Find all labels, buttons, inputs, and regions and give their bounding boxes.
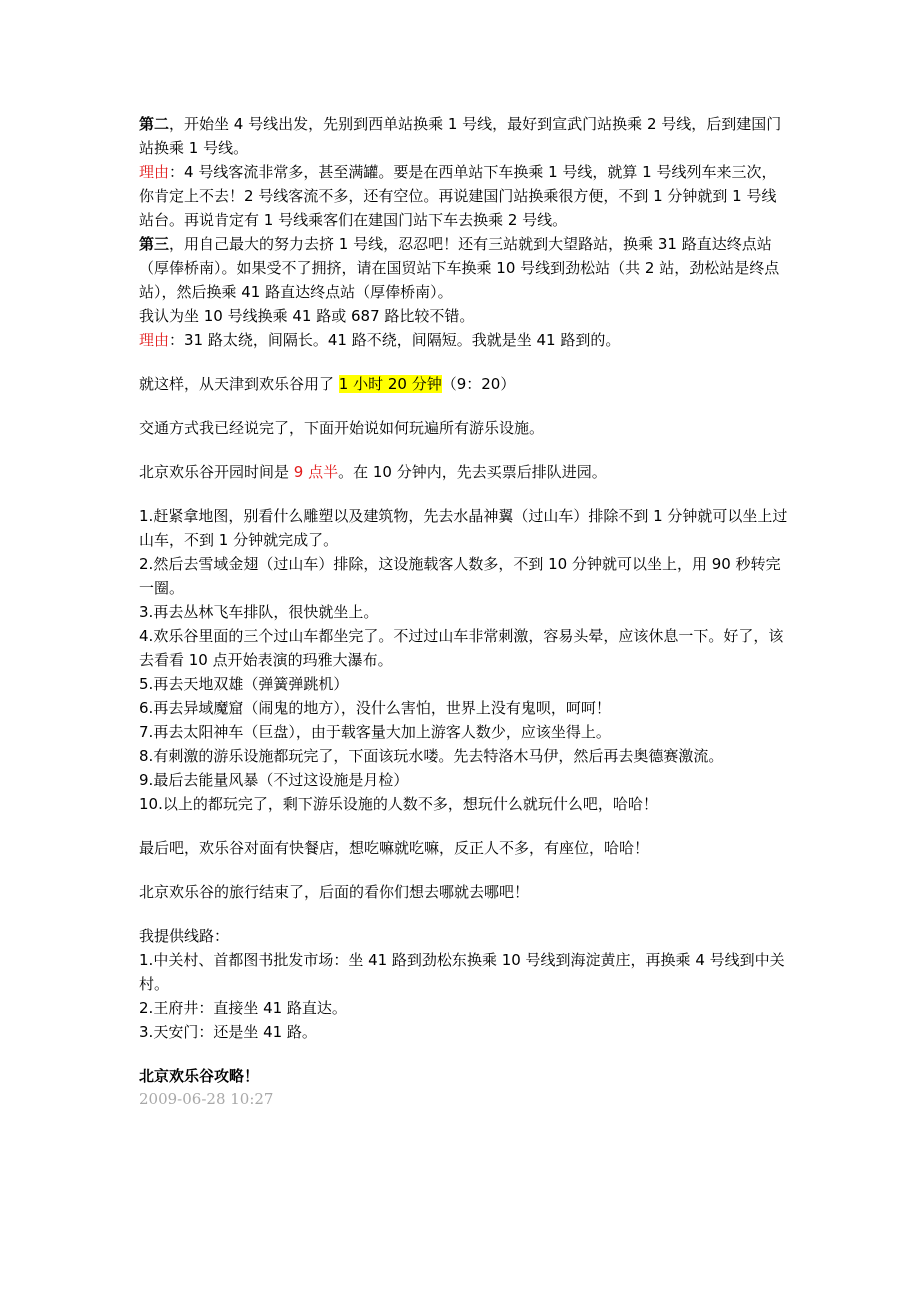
- list-item: [139, 624, 789, 672]
- item-text: 中关村、首都图书批发市场：坐 41 路到劲松东换乘 10 号线到海淀黄庄，再换乘 4 号线到中关村。: [139, 951, 785, 993]
- section-second: [139, 112, 789, 160]
- section-text: ，用自己最大的努力去挤 1 号线，忍忍吧！还有三站就到大望路站，换乘 31 路直达终点站（厚俸桥南）。如果受不了拥挤，请在国贸站下车换乘 10 号线到劲松站（共 2 站，劲松站是终点站），然后换乘 41 路直达终点站（厚俸桥南）。: [139, 235, 780, 301]
- item-text: 有刺激的游乐设施都玩完了，下面该玩水喽。先去特洛木马伊，然后再去奥德赛激流。: [153, 747, 724, 765]
- post-date: 2009-06-28 10:27: [139, 1090, 274, 1108]
- list-item: [139, 996, 789, 1020]
- summary-after: （9：20）: [441, 375, 516, 393]
- item-number: 9.: [139, 771, 154, 789]
- post-title: 北京欢乐谷攻略！: [139, 1067, 260, 1085]
- section-lead: 第三: [139, 235, 170, 253]
- routes-heading: 我提供线路：: [139, 927, 230, 945]
- section-lead: 第二: [139, 115, 170, 133]
- item-text: 再去天地双雄（弹簧弹跳机）: [153, 675, 349, 693]
- item-number: 4.: [139, 627, 154, 645]
- list-item: [139, 504, 789, 552]
- list-item: [139, 696, 789, 720]
- section-text: ，开始坐 4 号线出发，先别到西单站换乘 1 号线，最好到宣武门站换乘 2 号线，后到建国门站换乘 1 号线。: [139, 115, 782, 157]
- highlighted-duration: 1 小时 20 分钟: [338, 375, 442, 393]
- steps-list: [139, 504, 789, 816]
- reason-label: 理由: [139, 163, 170, 181]
- item-text: 再去异域魔窟（闹鬼的地方），没什么害怕，世界上没有鬼呗，呵呵！: [153, 699, 611, 717]
- item-number: 6.: [139, 699, 154, 717]
- transition-paragraph: 交通方式我已经说完了，下面开始说如何玩遍所有游乐设施。: [139, 419, 545, 437]
- list-item: [139, 1020, 789, 1044]
- opinion-paragraph: 我认为坐 10 号线换乘 41 路或 687 路比较不错。: [139, 307, 475, 325]
- item-number: 2.: [139, 555, 154, 573]
- list-item: [139, 600, 789, 624]
- ending-paragraph: 北京欢乐谷的旅行结束了，后面的看你们想去哪就去哪吧！: [139, 883, 530, 901]
- item-number: 5.: [139, 675, 154, 693]
- opening-time: 9 点半: [293, 463, 339, 481]
- routes-section: [139, 924, 789, 1044]
- item-text: 然后去雪域金翅（过山车）排除，这设施载客人数多，不到 10 分钟就可以坐上，用 90 秒转完一圈。: [139, 555, 781, 597]
- article-body: [139, 112, 789, 1110]
- summary-before: 就这样，从天津到欢乐谷用了: [139, 375, 339, 393]
- list-item: [139, 768, 789, 792]
- reason-paragraph: [139, 328, 789, 352]
- opening-after: 。在 10 分钟内，先去买票后排队进园。: [338, 463, 607, 481]
- summary-paragraph: [139, 372, 789, 396]
- list-item: [139, 744, 789, 768]
- item-number: 8.: [139, 747, 154, 765]
- item-text: 最后去能量风暴（不过这设施是月检）: [153, 771, 409, 789]
- list-item: [139, 792, 789, 816]
- finally-paragraph: 最后吧，欢乐谷对面有快餐店，想吃嘛就吃嘛，反正人不多，有座位，哈哈！: [139, 839, 650, 857]
- item-number: 7.: [139, 723, 154, 741]
- item-text: 天安门：还是坐 41 路。: [153, 1023, 317, 1041]
- section-third: [139, 232, 789, 304]
- item-number: 10.: [139, 795, 163, 813]
- opening-paragraph: [139, 460, 789, 484]
- item-number: 1.: [139, 951, 154, 969]
- item-number: 1.: [139, 507, 154, 525]
- item-number: 3.: [139, 1023, 154, 1041]
- reason-text: ：31 路太绕，间隔长。41 路不绕，间隔短。我就是坐 41 路到的。: [169, 331, 621, 349]
- item-text: 再去丛林飞车排队，很快就坐上。: [153, 603, 379, 621]
- reason-paragraph: [139, 160, 789, 232]
- item-text: 王府井：直接坐 41 路直达。: [153, 999, 347, 1017]
- item-number: 2.: [139, 999, 154, 1017]
- reason-text: ：4 号线客流非常多，甚至满罐。要是在西单站下车换乘 1 号线，就算 1 号线列车来三次，你肯定上不去！2 号线客流不多，还有空位。再说建国门站换乘很方便，不到 1 分钟就到 1 号线站台。再说肯定有 1 号线乘客们在建国门站下车去换乘 2 号线。: [139, 163, 777, 229]
- reason-label: 理由: [139, 331, 170, 349]
- item-text: 再去太阳神车（巨盘），由于载客量大加上游客人数少，应该坐得上。: [153, 723, 611, 741]
- list-item: [139, 672, 789, 696]
- list-item: [139, 948, 789, 996]
- opening-before: 北京欢乐谷开园时间是: [139, 463, 294, 481]
- item-text: 以上的都玩完了，剩下游乐设施的人数不多，想玩什么就玩什么吧，哈哈！: [162, 795, 658, 813]
- list-item: [139, 552, 789, 600]
- list-item: [139, 720, 789, 744]
- item-text: 赶紧拿地图，别看什么雕塑以及建筑物，先去水晶神翼（过山车）排除不到 1 分钟就可以坐上过山车，不到 1 分钟就完成了。: [139, 507, 788, 549]
- item-number: 3.: [139, 603, 154, 621]
- item-text: 欢乐谷里面的三个过山车都坐完了。不过过山车非常刺激，容易头晕，应该休息一下。好了，该去看看 10 点开始表演的玛雅大瀑布。: [139, 627, 784, 669]
